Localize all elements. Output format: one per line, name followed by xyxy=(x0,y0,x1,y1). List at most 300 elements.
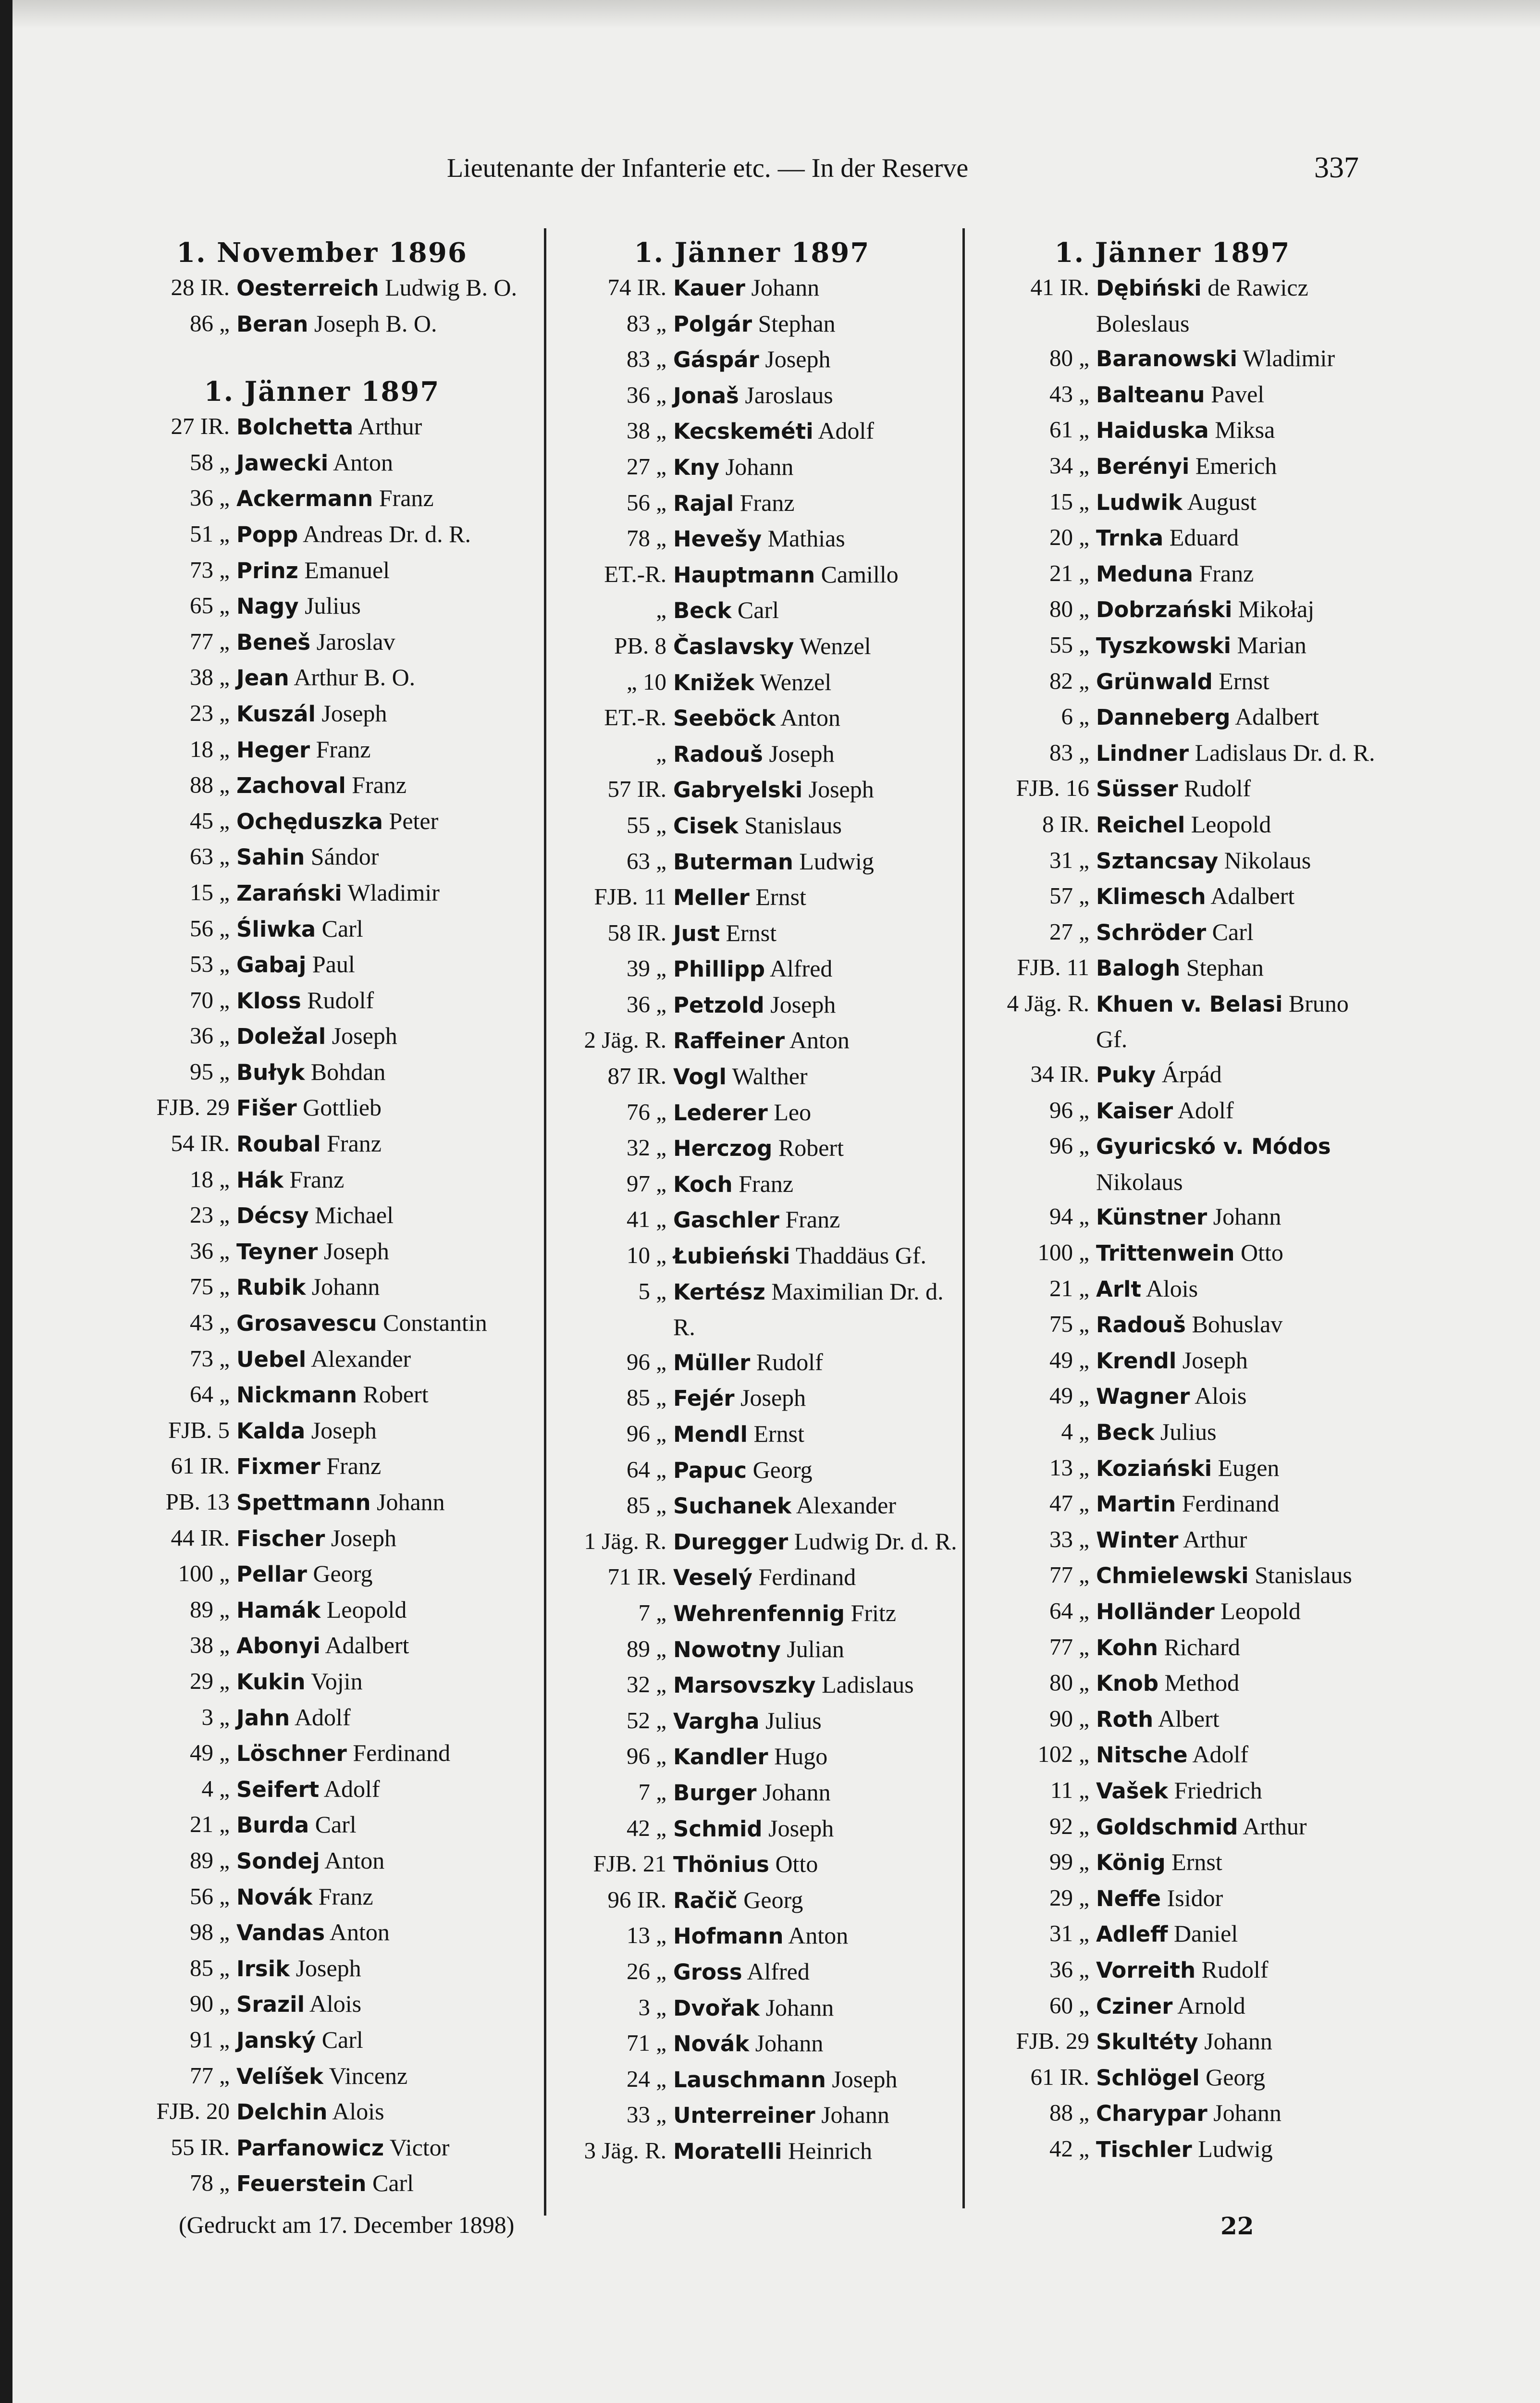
surname: Süsser xyxy=(1096,776,1178,802)
surname: Hevešy xyxy=(673,526,762,552)
roster-entry xyxy=(545,1452,959,1488)
roster-entry xyxy=(111,1162,533,1198)
officer-name xyxy=(673,1166,959,1202)
unit-number: 54 IR. xyxy=(171,1130,230,1157)
surname: Reichel xyxy=(1096,812,1185,838)
officer-name xyxy=(673,1846,959,1883)
unit-number: 51 „ xyxy=(190,520,230,547)
unit-number: 82 „ xyxy=(1049,667,1089,694)
surname: Cisek xyxy=(673,813,739,839)
roster-entry xyxy=(968,1522,1377,1558)
officer-name xyxy=(673,951,959,987)
unit-number: 8 IR. xyxy=(1042,810,1089,837)
surname: Löschner xyxy=(236,1741,347,1767)
roster-entry xyxy=(968,1952,1377,1988)
given-name: Ludwig Dr. d. R. xyxy=(794,1527,957,1555)
given-name: Peter xyxy=(389,807,439,834)
officer-name xyxy=(673,700,959,736)
officer-name xyxy=(236,732,533,768)
surname: Irsik xyxy=(236,1956,290,1982)
unit-number: 21 „ xyxy=(1049,559,1089,586)
given-name: Franz xyxy=(318,1883,373,1910)
given-name: Johann xyxy=(751,274,820,301)
surname: Abonyi xyxy=(236,1633,320,1659)
surname: Dvořak xyxy=(673,1995,760,2021)
roster-entry xyxy=(545,736,959,772)
unit-number: 41 IR. xyxy=(1030,274,1089,300)
officer-name xyxy=(673,2133,959,2169)
given-name: Leopold xyxy=(326,1596,407,1623)
roster-entry xyxy=(111,660,533,696)
unit-number: 88 „ xyxy=(190,771,230,798)
officer-name xyxy=(236,2130,533,2166)
print-note: (Gedruckt am 17. December 1898) xyxy=(179,2211,515,2238)
officer-name xyxy=(236,1915,533,1951)
unit-number: 90 „ xyxy=(190,1990,230,2017)
roster-entry xyxy=(545,2062,959,2098)
surname: Heger xyxy=(236,737,310,763)
signature-mark: 22 xyxy=(1220,2212,1254,2240)
running-head: Lieutenante der Infanterie etc. — In der Reserve xyxy=(447,153,969,183)
given-name: Adalbert xyxy=(1210,882,1295,910)
roster-entry xyxy=(968,1665,1377,1701)
officer-name xyxy=(673,449,959,485)
given-name: Method xyxy=(1164,1669,1240,1697)
roster-entry xyxy=(968,879,1377,915)
officer-name xyxy=(1096,699,1377,735)
unit-number: 63 „ xyxy=(627,847,666,874)
officer-name xyxy=(236,1664,533,1700)
given-name: Arthur xyxy=(1243,1812,1307,1840)
surname: Thönius xyxy=(673,1852,769,1878)
officer-name xyxy=(236,839,533,875)
unit-number: 89 „ xyxy=(190,1846,230,1873)
given-name: Franz xyxy=(289,1165,345,1193)
surname: Seifert xyxy=(236,1776,320,1802)
surname: Rubik xyxy=(236,1275,306,1301)
officer-name xyxy=(1096,556,1377,592)
unit-number: 87 IR. xyxy=(607,1063,666,1090)
given-name: Rudolf xyxy=(1201,1956,1269,1983)
surname: Roubal xyxy=(236,1131,321,1157)
surname: Kalda xyxy=(236,1418,306,1444)
roster-entry xyxy=(545,700,959,736)
given-name: Adalbert xyxy=(325,1632,409,1659)
given-name: Nikolaus xyxy=(1096,1168,1183,1195)
given-name: Walther xyxy=(732,1063,808,1090)
unit-number: 97 „ xyxy=(627,1170,666,1197)
given-name: Daniel xyxy=(1173,1920,1238,1947)
unit-number: 88 „ xyxy=(1049,2099,1089,2126)
unit-number: FJB. 20 xyxy=(156,2098,230,2125)
given-name: Ernst xyxy=(726,919,777,946)
surname: Meller xyxy=(673,885,750,911)
unit-number: 47 „ xyxy=(1049,1490,1089,1517)
officer-name xyxy=(673,879,959,916)
given-name: Robert xyxy=(363,1381,429,1408)
given-name: Georg xyxy=(313,1560,373,1587)
unit-number: 43 „ xyxy=(190,1309,230,1336)
roster-entry xyxy=(545,306,959,342)
unit-number: 77 „ xyxy=(190,2062,230,2089)
roster-entry xyxy=(111,1664,533,1700)
unit-number: 73 „ xyxy=(190,556,230,583)
roster-entry xyxy=(968,520,1377,556)
surname: Radouš xyxy=(1096,1312,1186,1338)
officer-name xyxy=(236,306,533,342)
roster-entry xyxy=(111,553,533,589)
given-name: Victor xyxy=(389,2133,450,2161)
unit-number: 61 IR. xyxy=(1030,2063,1089,2090)
surname: Skultéty xyxy=(1096,2029,1198,2055)
given-name: Alfred xyxy=(769,955,833,982)
given-name: Gottlieb xyxy=(303,1094,382,1121)
unit-number: 32 „ xyxy=(627,1134,666,1161)
given-name: Johann xyxy=(1213,1203,1281,1230)
officer-name xyxy=(1096,1271,1377,1307)
surname: Fischer xyxy=(236,1525,325,1551)
given-name: Richard xyxy=(1164,1633,1240,1660)
officer-name xyxy=(673,1345,959,1381)
roster-entry xyxy=(968,1235,1377,1271)
roster-entry xyxy=(111,1413,533,1449)
scan-shadow xyxy=(12,0,1540,29)
roster-entry xyxy=(968,412,1377,448)
officer-name xyxy=(673,485,959,521)
officer-name xyxy=(1096,915,1377,951)
unit-number: 10 „ xyxy=(627,1242,666,1269)
given-name: Ernst xyxy=(1171,1848,1222,1876)
officer-name xyxy=(236,270,533,306)
given-name: Anton xyxy=(789,1027,850,1054)
unit-number: 27 IR. xyxy=(171,413,230,440)
unit-number: 94 „ xyxy=(1049,1203,1089,1230)
unit-number: 31 „ xyxy=(1049,846,1089,873)
unit-number: 56 „ xyxy=(627,489,666,516)
surname: Trnka xyxy=(1096,525,1164,551)
unit-number: 74 IR. xyxy=(607,274,666,300)
given-name: Julian xyxy=(787,1635,844,1662)
unit-number: 56 „ xyxy=(190,1883,230,1909)
officer-name xyxy=(236,1485,533,1521)
unit-number: 80 „ xyxy=(1049,345,1089,372)
unit-number: 89 „ xyxy=(190,1596,230,1623)
unit-number: 23 „ xyxy=(190,699,230,726)
roster-entry xyxy=(545,1095,959,1131)
unit-number: 34 IR. xyxy=(1030,1061,1089,1088)
surname: Sztancsay xyxy=(1096,848,1219,874)
roster-entry xyxy=(968,448,1377,484)
officer-name xyxy=(673,808,959,844)
unit-number: 92 „ xyxy=(1049,1812,1089,1839)
roster-entry xyxy=(545,449,959,485)
surname: Duregger xyxy=(673,1529,788,1555)
given-name: Franz xyxy=(352,771,407,799)
surname: Ochęduszka xyxy=(236,808,383,834)
surname: Gabaj xyxy=(236,952,307,978)
roster-entry xyxy=(545,1023,959,1059)
unit-number: 21 „ xyxy=(190,1811,230,1838)
given-name: Leo xyxy=(774,1098,812,1126)
unit-number: 76 „ xyxy=(627,1098,666,1125)
section-heading: 1. Jänner 1897 xyxy=(204,376,440,408)
unit-number: 7 „ xyxy=(638,1599,666,1626)
given-name: Anton xyxy=(324,1846,385,1874)
officer-name xyxy=(236,1735,533,1771)
officer-name xyxy=(236,1556,533,1592)
surname: Oesterreich xyxy=(236,275,379,301)
roster-entry xyxy=(111,624,533,660)
surname: Petzold xyxy=(673,992,764,1018)
given-name: Paul xyxy=(312,951,355,978)
unit-number: 86 „ xyxy=(190,310,230,336)
surname: Rajal xyxy=(673,490,734,516)
officer-name xyxy=(1096,843,1377,879)
roster-entry xyxy=(545,665,959,701)
column-3 xyxy=(968,235,1377,2167)
given-name: Eugen xyxy=(1218,1454,1280,1481)
surname: Jean xyxy=(236,665,289,691)
roster-entry xyxy=(968,807,1377,843)
given-name: Arthur xyxy=(1183,1525,1247,1553)
surname: Künstner xyxy=(1096,1204,1207,1230)
unit-number: 64 „ xyxy=(627,1456,666,1483)
officer-name xyxy=(1096,2024,1377,2060)
officer-name xyxy=(1096,592,1377,628)
unit-number: 58 „ xyxy=(190,448,230,475)
roster-entry xyxy=(545,629,959,665)
given-name: Sándor xyxy=(310,843,379,870)
given-name: Leopold xyxy=(1191,810,1271,838)
roster-entry xyxy=(111,1879,533,1915)
officer-name xyxy=(236,2058,533,2094)
surname: Grosavescu xyxy=(236,1311,377,1337)
roster-entry xyxy=(968,592,1377,628)
officer-name xyxy=(236,1413,533,1449)
given-name: Rudolf xyxy=(756,1348,823,1375)
given-name: Nikolaus xyxy=(1224,846,1311,874)
surname: Pellar xyxy=(236,1561,307,1587)
surname: Fixmer xyxy=(236,1454,320,1480)
surname: Doležal xyxy=(236,1024,326,1050)
given-name: Georg xyxy=(743,1886,803,1913)
officer-name xyxy=(236,1592,533,1628)
surname: Śliwka xyxy=(236,916,316,942)
officer-name xyxy=(673,1883,959,1919)
given-name: Jaroslaus xyxy=(745,381,833,409)
given-name: Vincenz xyxy=(329,2062,408,2089)
surname: Feuerstein xyxy=(236,2171,367,2197)
officer-name xyxy=(236,875,533,911)
unit-number: 31 „ xyxy=(1049,1920,1089,1947)
officer-name xyxy=(1096,2060,1377,2096)
officer-name xyxy=(1096,341,1377,377)
roster-entry xyxy=(111,445,533,481)
given-name: Ernst xyxy=(1219,667,1269,694)
unit-number: 64 „ xyxy=(1049,1597,1089,1624)
roster-entry xyxy=(545,1416,959,1452)
given-name: Adalbert xyxy=(1235,703,1319,731)
officer-name xyxy=(673,413,959,449)
unit-number: 83 „ xyxy=(627,310,666,336)
surname: Schlögel xyxy=(1096,2065,1200,2091)
unit-number: 36 „ xyxy=(190,1022,230,1049)
roster-entry xyxy=(545,1596,959,1632)
officer-name xyxy=(673,1775,959,1811)
unit-number: 32 „ xyxy=(627,1671,666,1698)
surname: König xyxy=(1096,1850,1166,1876)
officer-name xyxy=(1096,986,1377,1057)
officer-name xyxy=(673,1416,959,1452)
roster-entry xyxy=(968,1701,1377,1737)
given-name: Emerich xyxy=(1195,452,1277,479)
roster-entry xyxy=(545,916,959,952)
unit-number: 7 „ xyxy=(638,1778,666,1805)
surname: Papuc xyxy=(673,1457,747,1483)
officer-name xyxy=(236,2022,533,2058)
surname: Kandler xyxy=(673,1744,768,1770)
officer-name xyxy=(673,1990,959,2026)
unit-number: 55 „ xyxy=(1049,631,1089,658)
given-name: Stephan xyxy=(758,310,836,337)
unit-number: 5 „ xyxy=(638,1277,666,1304)
roster-entry xyxy=(111,1700,533,1736)
unit-number: 20 „ xyxy=(1049,524,1089,551)
surname: Ackermann xyxy=(236,486,373,512)
section-gap xyxy=(111,342,533,374)
given-name: Julius xyxy=(305,592,361,619)
officer-name xyxy=(673,270,959,306)
unit-number: 23 „ xyxy=(190,1202,230,1228)
roster-entry xyxy=(545,1130,959,1166)
unit-number: 36 „ xyxy=(190,484,230,511)
roster-entry xyxy=(545,1703,959,1739)
column-2 xyxy=(545,235,959,2169)
unit-number: 75 „ xyxy=(190,1273,230,1300)
officer-name xyxy=(236,1269,533,1305)
officer-name xyxy=(673,1380,959,1416)
given-name: Pavel xyxy=(1211,380,1265,408)
given-name: Rudolf xyxy=(1184,775,1251,802)
roster-entry xyxy=(545,1524,959,1560)
given-name: Franz xyxy=(327,1130,382,1157)
surname: Balogh xyxy=(1096,955,1181,981)
surname: Jahn xyxy=(236,1705,290,1731)
given-name: Stephan xyxy=(1186,954,1264,981)
given-name: Leopold xyxy=(1220,1597,1301,1624)
unit-number: 55 IR. xyxy=(171,2133,230,2160)
unit-number: 49 „ xyxy=(1049,1346,1089,1373)
surname: Chmielewski xyxy=(1096,1563,1249,1589)
unit-number: 15 „ xyxy=(1049,488,1089,515)
unit-number: 3 Jäg. R. xyxy=(584,2137,666,2164)
surname: Burger xyxy=(673,1780,757,1806)
roster-entry xyxy=(968,915,1377,951)
given-name: Ernst xyxy=(755,883,806,911)
given-name: Joseph xyxy=(765,346,831,373)
officer-name xyxy=(673,1632,959,1668)
officer-name xyxy=(1096,807,1377,843)
roster-entry xyxy=(111,947,533,983)
officer-name xyxy=(236,2094,533,2130)
roster-entry xyxy=(968,1594,1377,1630)
officer-name xyxy=(236,624,533,660)
given-name: Carl xyxy=(321,2026,363,2053)
officer-name xyxy=(236,1449,533,1485)
unit-number: 83 „ xyxy=(1049,739,1089,766)
given-name: Georg xyxy=(1206,2063,1266,2091)
surname: Vandas xyxy=(236,1920,325,1946)
given-name: Heinrich xyxy=(788,2137,872,2164)
given-name: Johann xyxy=(755,2030,824,2057)
unit-number: 36 „ xyxy=(1049,1956,1089,1982)
surname: Polgár xyxy=(673,311,752,337)
page-number: 337 xyxy=(1314,151,1359,184)
roster-entry xyxy=(111,732,533,768)
surname: Moratelli xyxy=(673,2138,782,2164)
surname: Hák xyxy=(236,1167,283,1193)
surname: Kaiser xyxy=(1096,1098,1173,1124)
roster-entry xyxy=(545,2133,959,2169)
given-name: Franz xyxy=(739,1170,794,1197)
surname: Beck xyxy=(673,598,732,624)
officer-name xyxy=(1096,484,1377,520)
surname: Zarański xyxy=(236,880,342,906)
officer-name xyxy=(1096,412,1377,448)
given-name: Eduard xyxy=(1169,524,1239,551)
roster-entry xyxy=(545,593,959,629)
surname: Klimesch xyxy=(1096,884,1206,910)
roster-entry xyxy=(545,808,959,844)
given-name: Arnold xyxy=(1177,1992,1245,2019)
unit-number: 100 „ xyxy=(178,1560,230,1587)
surname: Bułyk xyxy=(236,1059,305,1085)
unit-number: „ xyxy=(656,740,666,767)
unit-number: 18 „ xyxy=(190,735,230,762)
officer-name xyxy=(673,916,959,952)
given-name: Wladimir xyxy=(1243,345,1335,372)
officer-name xyxy=(673,736,959,772)
unit-number: 102 „ xyxy=(1037,1741,1089,1768)
surname: Charypar xyxy=(1096,2101,1207,2127)
surname: Goldschmid xyxy=(1096,1814,1238,1840)
given-name: Stanislaus xyxy=(1255,1561,1352,1589)
unit-number: „ 10 xyxy=(627,668,666,695)
surname: Knižek xyxy=(673,669,754,695)
unit-number: 98 „ xyxy=(190,1919,230,1945)
officer-name xyxy=(236,445,533,481)
given-name: Joseph xyxy=(770,991,836,1018)
surname: Roth xyxy=(1096,1706,1154,1732)
unit-number: 38 „ xyxy=(190,1632,230,1659)
surname: Hofmann xyxy=(673,1923,784,1949)
officer-name xyxy=(673,378,959,414)
roster-entry xyxy=(111,270,533,306)
unit-number: FJB. 11 xyxy=(594,883,666,910)
officer-name xyxy=(673,1095,959,1131)
surname: Danneberg xyxy=(1096,705,1231,731)
roster-entry xyxy=(111,1126,533,1162)
officer-name xyxy=(1096,1809,1377,1845)
unit-number: 44 IR. xyxy=(171,1524,230,1551)
roster-entry xyxy=(968,771,1377,807)
surname: Prinz xyxy=(236,557,298,583)
surname: Gross xyxy=(673,1959,742,1985)
unit-number: 39 „ xyxy=(627,955,666,982)
unit-number: PB. 8 xyxy=(614,632,666,659)
unit-number: 33 „ xyxy=(627,2101,666,2128)
roster-entry xyxy=(968,1414,1377,1450)
